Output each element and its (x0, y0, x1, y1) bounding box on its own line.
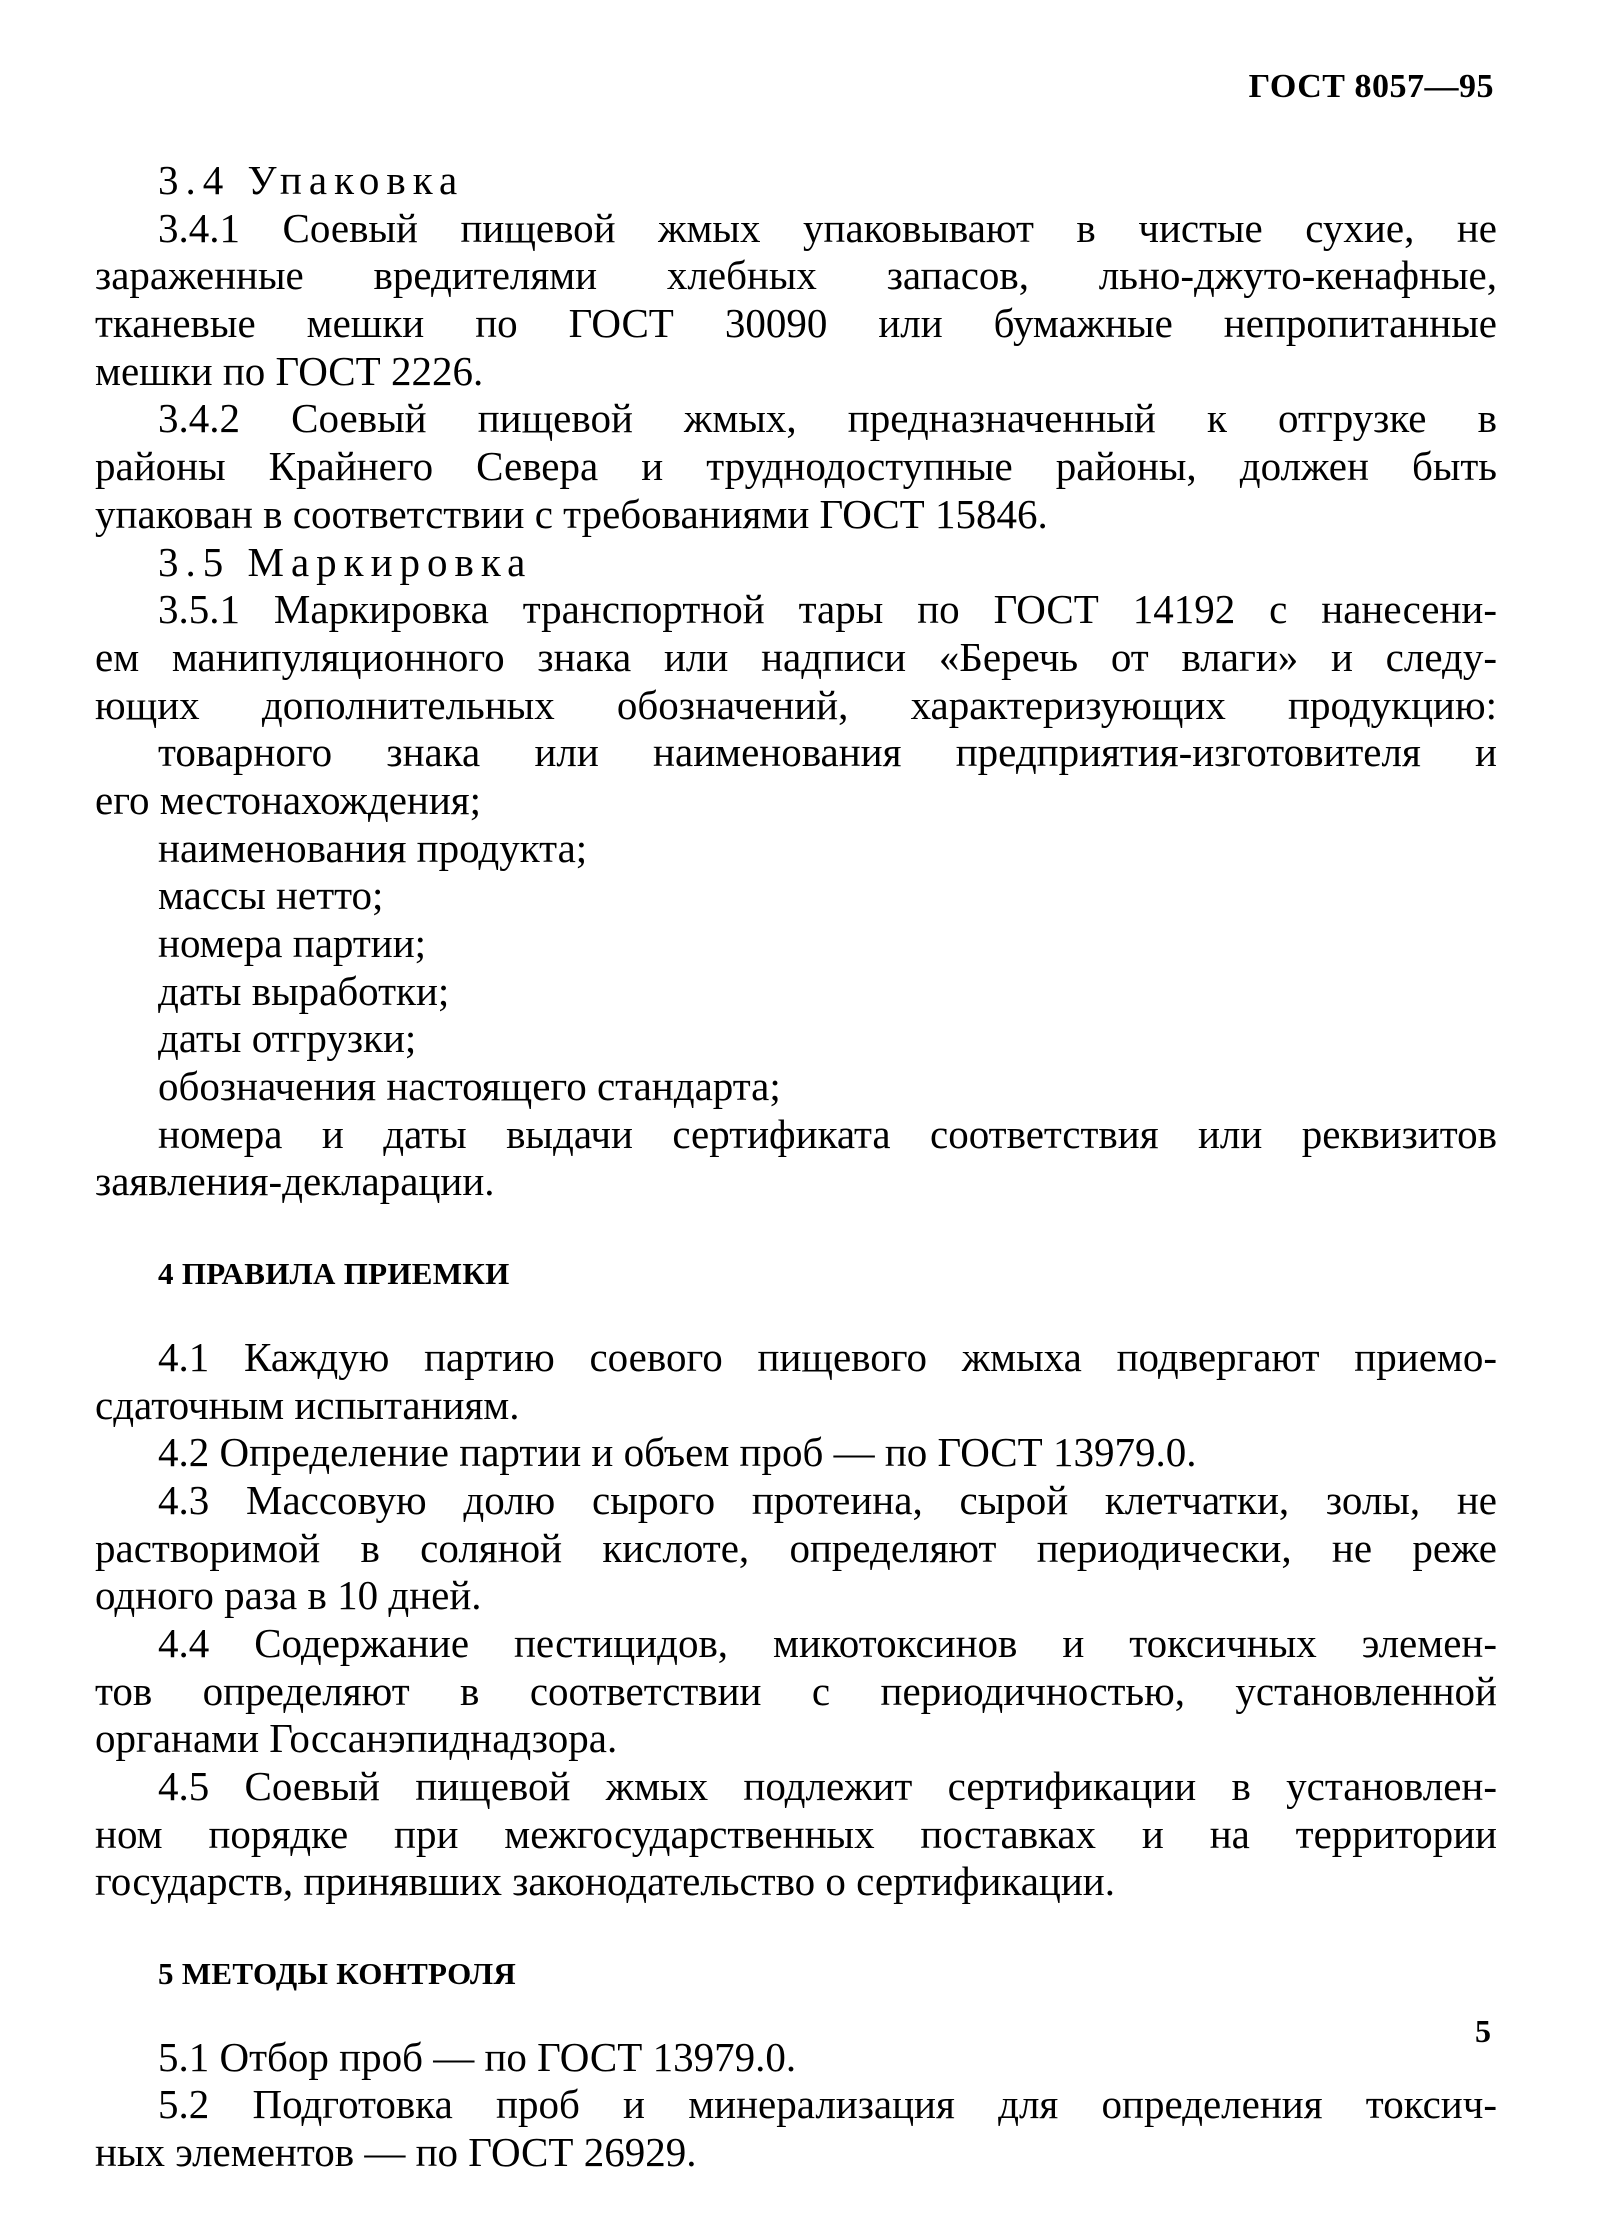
list-item-continuation: его местонахождения; (95, 776, 482, 823)
paragraph-line: одного раза в 10 дней. (95, 1572, 482, 1619)
paragraph-line: тов определяют в соответствии с периодичностью, установленной (95, 1667, 1497, 1714)
paragraph-line: мешки по ГОСТ 2226. (95, 347, 484, 394)
paragraph-line: 4.3 Массовую долю сырого протеина, сырой клетчатки, золы, не (158, 1476, 1497, 1523)
paragraph-line: районы Крайнего Севера и труднодоступные районы, должен быть (95, 443, 1497, 490)
paragraph-line: упакован в соответствии с требованиями ГОСТ 15846. (95, 490, 1048, 537)
list-item: даты выработки; (158, 967, 450, 1014)
paragraph-line: зараженные вредителями хлебных запасов, льно-джуто-кенафные, (95, 252, 1497, 299)
paragraph-line: 4.4 Содержание пестицидов, микотоксинов и токсичных элемен- (158, 1619, 1497, 1666)
paragraph-line: 5.1 Отбор проб — по ГОСТ 13979.0. (158, 2033, 797, 2080)
paragraph-line: ющих дополнительных обозначений, характеризующих продукцию: (95, 681, 1497, 728)
list-item: номера партии; (158, 920, 427, 966)
list-item: товарного знака или наименования предприятия-изготовителя и (158, 729, 1497, 776)
paragraph-line: 4.5 Соевый пищевой жмых подлежит сертификации в установлен- (158, 1763, 1497, 1809)
list-item: наименования продукта; (158, 824, 588, 871)
subsection-heading-3-4: 3.4 Упаковка (158, 157, 465, 203)
spacer (95, 1206, 1497, 1250)
paragraph-line: 4.1 Каждую партию соевого пищевого жмыха подвергают приемо- (158, 1333, 1497, 1380)
paragraph-line: 3.5.1 Маркировка транспортной тары по ГОСТ 14192 с нанесени- (158, 586, 1497, 633)
paragraph-line: органами Госсанэпиднадзора. (95, 1715, 618, 1762)
paragraph-line: растворимой в соляной кислоте, определяют периодически, не реже (95, 1524, 1497, 1571)
page-number: 5 (1475, 2013, 1491, 2049)
subsection-heading-3-5: 3.5 Маркировка (158, 538, 533, 585)
paragraph-line: ных элементов — по ГОСТ 26929. (95, 2129, 697, 2176)
paragraph-line: государств, принявших законодательство о сертификации. (95, 1858, 1115, 1905)
list-item: массы нетто; (158, 872, 384, 919)
paragraph-line: 3.4.2 Соевый пищевой жмых, предназначенный к отгрузке в (158, 395, 1497, 442)
spacer (95, 1998, 1497, 2034)
paragraph-line: 3.4.1 Соевый пищевой жмых упаковывают в чистые сухие, не (158, 204, 1497, 251)
page-content (95, 157, 1497, 2177)
paragraph-line: тканевые мешки по ГОСТ 30090 или бумажные непропитанные (95, 300, 1497, 347)
paragraph-line: 4.2 Определение партии и объем проб — по ГОСТ 13979.0. (158, 1429, 1197, 1476)
paragraph-line: 5.2 Подготовка проб и минерализация для определения токсич- (158, 2081, 1497, 2128)
spacer (95, 1906, 1497, 1950)
section-heading-4: 4 ПРАВИЛА ПРИЕМКИ (158, 1256, 510, 1292)
section-heading-5: 5 МЕТОДЫ КОНТРОЛЯ (158, 1956, 517, 1992)
list-item: номера и даты выдачи сертификата соответствия или реквизитов (158, 1110, 1497, 1157)
standard-header: ГОСТ 8057—95 (1248, 68, 1494, 105)
paragraph-line: ном порядке при межгосударственных поставках и на территории (95, 1810, 1497, 1857)
paragraph-line: ем манипуляционного знака или надписи «Беречь от влаги» и следу- (95, 633, 1497, 680)
list-item: обозначения настоящего стандарта; (158, 1063, 781, 1110)
spacer (95, 1298, 1497, 1334)
list-item: даты отгрузки; (158, 1015, 417, 1062)
paragraph-line: сдаточным испытаниям. (95, 1381, 520, 1428)
list-item-continuation: заявления-декларации. (95, 1158, 495, 1205)
